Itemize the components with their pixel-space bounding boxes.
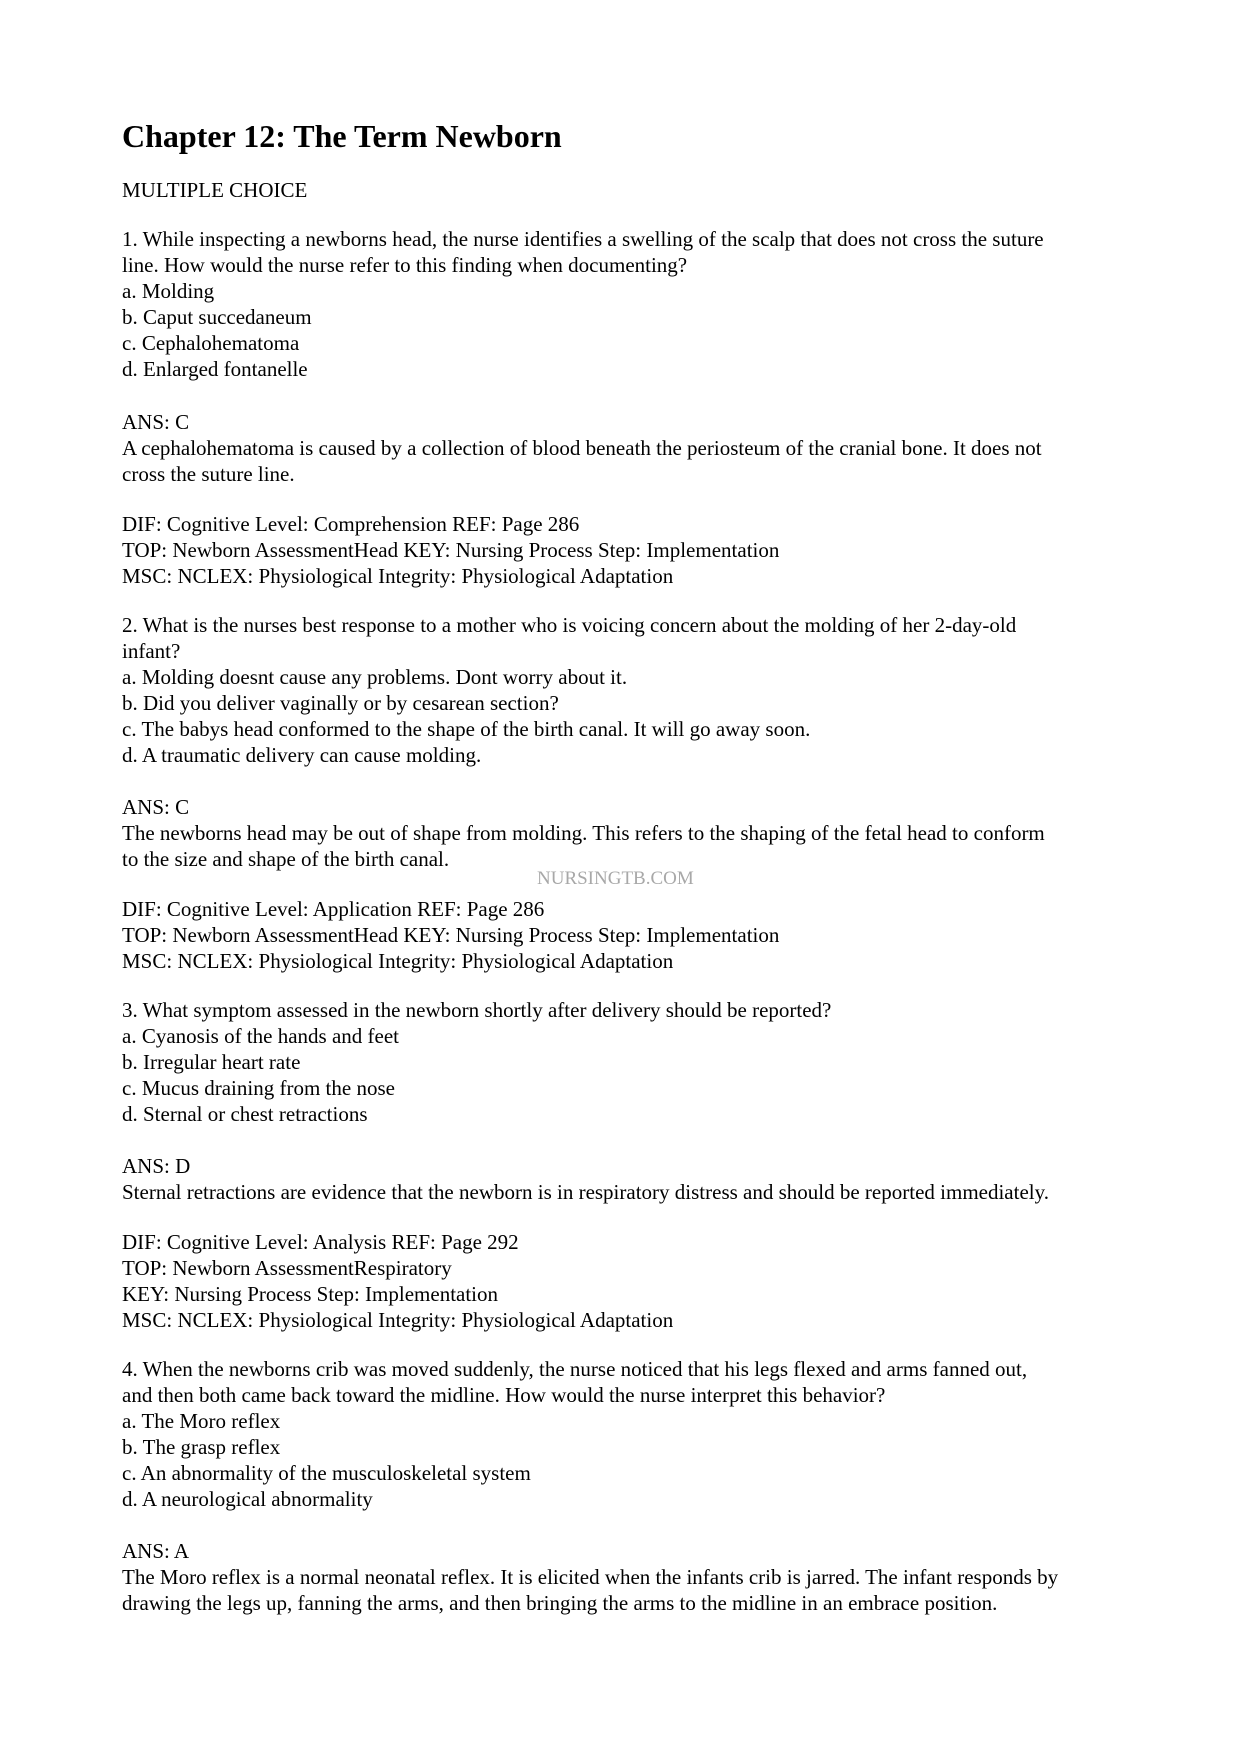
question-2-meta-top: TOP: Newborn AssessmentHead KEY: Nursing Process Step: Implementation	[122, 923, 780, 947]
question-4-rationale-line-1: The Moro reflex is a normal neonatal reflex. It is elicited when the infants crib is jarred. The infant responds by	[122, 1565, 1059, 1589]
question-3-stem-line-1: 3. What symptom assessed in the newborn shortly after delivery should be reported?	[122, 998, 832, 1022]
question-1-option-a: a. Molding	[122, 279, 215, 303]
question-2-option-c: c. The babys head conformed to the shape of the birth canal. It will go away soon.	[122, 717, 811, 741]
question-3-answer: ANS: D	[122, 1154, 191, 1178]
section-heading: MULTIPLE CHOICE	[122, 178, 308, 202]
question-1-stem-line-1: 1. While inspecting a newborns head, the nurse identifies a swelling of the scalp that does not cross the suture	[122, 227, 1044, 251]
question-3-option-b: b. Irregular heart rate	[122, 1050, 301, 1074]
question-4-option-a: a. The Moro reflex	[122, 1409, 281, 1433]
question-4-option-b: b. The grasp reflex	[122, 1435, 281, 1459]
question-3-option-c: c. Mucus draining from the nose	[122, 1076, 395, 1100]
question-2-stem-line-2: infant?	[122, 639, 181, 663]
question-3-meta-top: TOP: Newborn AssessmentRespiratory	[122, 1256, 452, 1280]
question-1-option-b: b. Caput succedaneum	[122, 305, 312, 329]
question-1-meta-msc: MSC: NCLEX: Physiological Integrity: Physiological Adaptation	[122, 564, 674, 588]
question-4-rationale-line-2: drawing the legs up, fanning the arms, and then bringing the arms to the midline in an embrace position.	[122, 1591, 998, 1615]
question-1-meta-top: TOP: Newborn AssessmentHead KEY: Nursing Process Step: Implementation	[122, 538, 780, 562]
question-1-option-d: d. Enlarged fontanelle	[122, 357, 308, 381]
question-1-rationale-line-2: cross the suture line.	[122, 462, 295, 486]
question-3-rationale-line-1: Sternal retractions are evidence that the newborn is in respiratory distress and should be reported immediately.	[122, 1180, 1050, 1204]
question-3-option-a: a. Cyanosis of the hands and feet	[122, 1024, 400, 1048]
question-1-rationale-line-1: A cephalohematoma is caused by a collection of blood beneath the periosteum of the cranial bone. It does not	[122, 436, 1042, 460]
question-4-stem-line-2: and then both came back toward the midline. How would the nurse interpret this behavior?	[122, 1383, 886, 1407]
question-1-option-c: c. Cephalohematoma	[122, 331, 300, 355]
question-3-option-d: d. Sternal or chest retractions	[122, 1102, 368, 1126]
question-4-stem-line-1: 4. When the newborns crib was moved suddenly, the nurse noticed that his legs flexed and arms fanned out,	[122, 1357, 1028, 1381]
question-3-meta-key: KEY: Nursing Process Step: Implementation	[122, 1282, 499, 1306]
question-1-answer: ANS: C	[122, 410, 190, 434]
question-2-option-b: b. Did you deliver vaginally or by cesarean section?	[122, 691, 559, 715]
question-2-answer: ANS: C	[122, 795, 190, 819]
question-4-answer: ANS: A	[122, 1539, 190, 1563]
question-2-stem-line-1: 2. What is the nurses best response to a mother who is voicing concern about the molding of her 2-day-old	[122, 613, 1017, 637]
question-2-option-a: a. Molding doesnt cause any problems. Dont worry about it.	[122, 665, 628, 689]
question-2-meta-dif: DIF: Cognitive Level: Application REF: Page 286	[122, 897, 545, 921]
question-4-option-c: c. An abnormality of the musculoskeletal system	[122, 1461, 531, 1485]
question-4-option-d: d. A neurological abnormality	[122, 1487, 373, 1511]
watermark: NURSINGTB.COM	[537, 868, 694, 889]
question-1-meta-dif: DIF: Cognitive Level: Comprehension REF: Page 286	[122, 512, 580, 536]
question-2-rationale-line-1: The newborns head may be out of shape from molding. This refers to the shaping of the fetal head to conform	[122, 821, 1045, 845]
question-2-option-d: d. A traumatic delivery can cause molding.	[122, 743, 482, 767]
question-3-meta-dif: DIF: Cognitive Level: Analysis REF: Page 292	[122, 1230, 519, 1254]
question-2-meta-msc: MSC: NCLEX: Physiological Integrity: Physiological Adaptation	[122, 949, 674, 973]
page-title: Chapter 12: The Term Newborn	[122, 118, 562, 154]
question-2-rationale-line-2: to the size and shape of the birth canal.	[122, 847, 450, 871]
question-3-meta-msc: MSC: NCLEX: Physiological Integrity: Physiological Adaptation	[122, 1308, 674, 1332]
question-1-stem-line-2: line. How would the nurse refer to this finding when documenting?	[122, 253, 688, 277]
